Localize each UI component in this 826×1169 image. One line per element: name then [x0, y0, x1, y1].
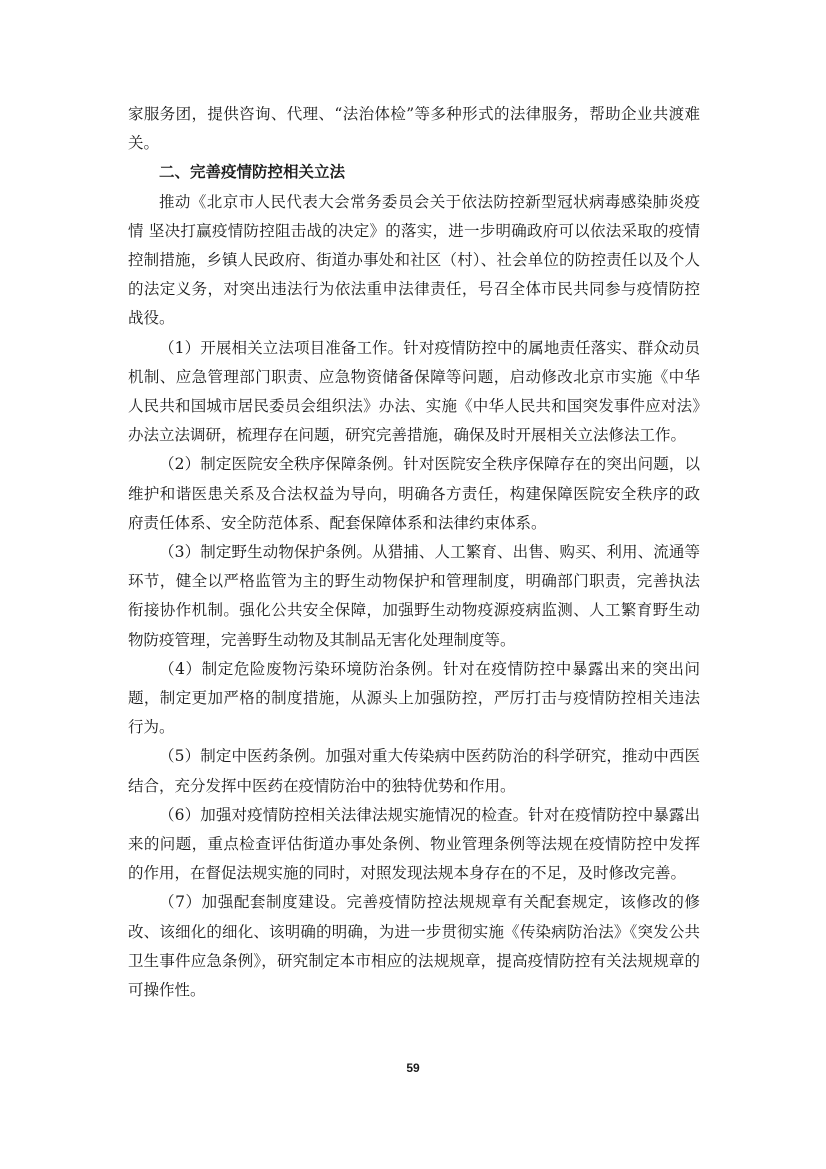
list-item: （6）加强对疫情防控相关法律法规实施情况的检查。针对在疫情防控中暴露出来的问题，重点检查评估街道办事处条例、物业管理条例等法规在疫情防控中发挥的作用，在督促法规实施的同时，对照发现法规本身存在的不足，及时修改完善。 — [128, 805, 700, 883]
list-item: （5）制定中医药条例。加强对重大传染病中医药防治的科学研究，推动中西医结合，充分发挥中医药在疫情防治中的独特优势和作用。 — [128, 747, 700, 795]
list-item: （2）制定医院安全秩序保障条例。针对医院安全秩序保障存在的突出问题，以维护和谐医患关系及合法权益为导向，明确各方责任，构建保障医院安全秩序的政府责任体系、安全防范体系、配套保障体系和法律约束体系。 — [128, 455, 700, 532]
page-number: 59 — [406, 1061, 420, 1075]
continuation-paragraph: 家服务团，提供咨询、代理、“法治体检”等多种形式的法律服务，帮助企业共渡难关。 — [128, 105, 700, 153]
section-heading: 二、完善疫情防控相关立法 — [159, 163, 346, 182]
list-item: （1）开展相关立法项目准备工作。针对疫情防控中的属地责任落实、群众动员机制、应急管理部门职责、应急物资储备保障等问题，启动修改北京市实施《中华人民共和国城市居民委员会组织法》办法、实施《中华人民共和国突发事件应对法》办法立法调研，梳理存在问题，研究完善措施，确保及时开展相关立法修法工作。 — [128, 338, 700, 445]
list-item: （3）制定野生动物保护条例。从猎捕、人工繁育、出售、购买、利用、流通等环节，健全以严格监管为主的野生动物保护和管理制度，明确部门职责，完善执法衔接协作机制。强化公共安全保障，加强野生动物疫源疫病监测、人工繁育野生动物防疫管理，完善野生动物及其制品无害化处理制度等。 — [128, 543, 700, 649]
list-item: （7）加强配套制度建设。完善疫情防控法规规章有关配套规定，该修改的修改、该细化的细化、该明确的明确，为进一步贯彻实施《传染病防治法》《突发公共卫生事件应急条例》，研究制定本市相应的法规规章，提高疫情防控有关法规规章的可操作性。 — [128, 893, 700, 1000]
intro-paragraph: 推动《北京市人民代表大会常务委员会关于依法防控新型冠状病毒感染肺炎疫情 坚决打赢疫情防控阻击战的决定》的落实，进一步明确政府可以依法采取的疫情控制措施，乡镇人民政府、街道办事处和社区（村）、社会单位的防控责任以及个人的法定义务，对突出违法行为依法重申法律责任，号召全体市民共同参与疫情防控战役。 — [128, 192, 700, 328]
document-body — [128, 100, 700, 1005]
list-item: （4）制定危险废物污染环境防治条例。针对在疫情防控中暴露出来的突出问题，制定更加严格的制度措施，从源头上加强防控，严厉打击与疫情防控相关违法行为。 — [128, 659, 700, 737]
